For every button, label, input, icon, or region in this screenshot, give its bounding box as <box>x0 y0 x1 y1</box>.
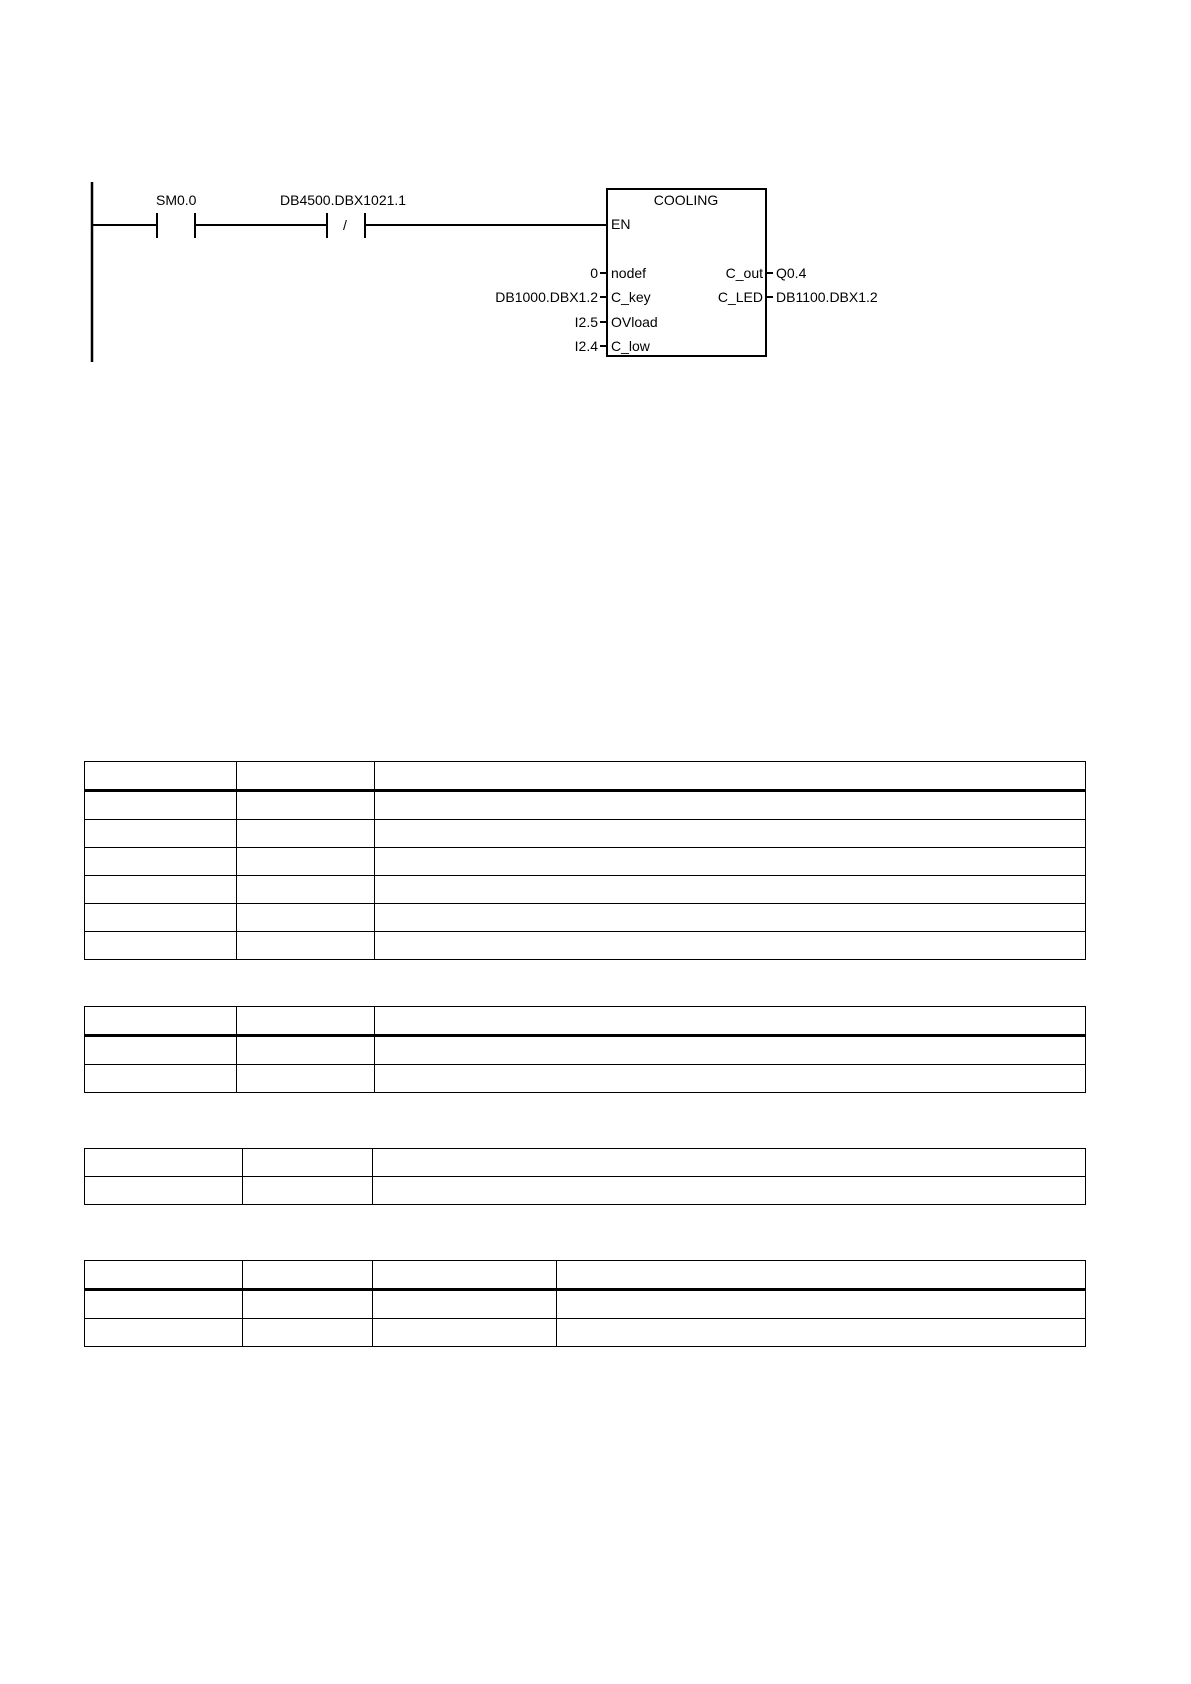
output-pin-label: C_LED <box>717 289 763 305</box>
parameter-table-1 <box>84 761 1086 960</box>
table-row <box>85 848 1086 876</box>
ladder-diagram <box>0 0 1191 380</box>
table-header-row <box>85 1007 1086 1036</box>
input-pin-ovload <box>575 314 658 330</box>
table-row <box>85 791 1086 820</box>
table-row <box>85 1036 1086 1065</box>
input-pin-label: nodef <box>611 265 647 281</box>
output-pin-c-led <box>718 289 878 305</box>
input-pin-nodef <box>590 265 646 281</box>
table-row <box>85 1065 1086 1093</box>
contact2-label: DB4500.DBX1021.1 <box>280 192 407 208</box>
parameter-table-3 <box>84 1148 1086 1205</box>
contact-sm0-0[interactable] <box>157 213 195 238</box>
contact1-label: SM0.0 <box>156 192 197 208</box>
table-header-row <box>85 1261 1086 1290</box>
output-value: Q0.4 <box>776 265 807 281</box>
table-row <box>85 1149 1086 1177</box>
output-pin-label: C_out <box>725 265 763 281</box>
input-pin-label: C_key <box>611 289 651 305</box>
input-pin-label: C_low <box>611 338 650 354</box>
contact2-symbol: / <box>343 217 347 233</box>
input-value: DB1000.DBX1.2 <box>495 289 598 305</box>
table-row <box>85 1177 1086 1205</box>
parameter-table-2 <box>84 1006 1086 1093</box>
block-title: COOLING <box>653 192 719 208</box>
input-pin-label: OVload <box>611 314 658 330</box>
input-value: I2.5 <box>574 314 598 330</box>
table-row <box>85 876 1086 904</box>
table-header-row <box>85 762 1086 791</box>
pin-en: EN <box>611 216 631 232</box>
table-row <box>85 1319 1086 1347</box>
parameter-table-4 <box>84 1260 1086 1347</box>
input-value: I2.4 <box>574 338 598 354</box>
table-row <box>85 904 1086 932</box>
input-value: 0 <box>590 265 598 281</box>
input-pin-c-key <box>495 289 650 305</box>
table-row <box>85 820 1086 848</box>
output-value: DB1100.DBX1.2 <box>776 289 878 305</box>
table-row <box>85 932 1086 960</box>
table-row <box>85 1290 1086 1319</box>
input-pin-c-low <box>575 338 651 354</box>
